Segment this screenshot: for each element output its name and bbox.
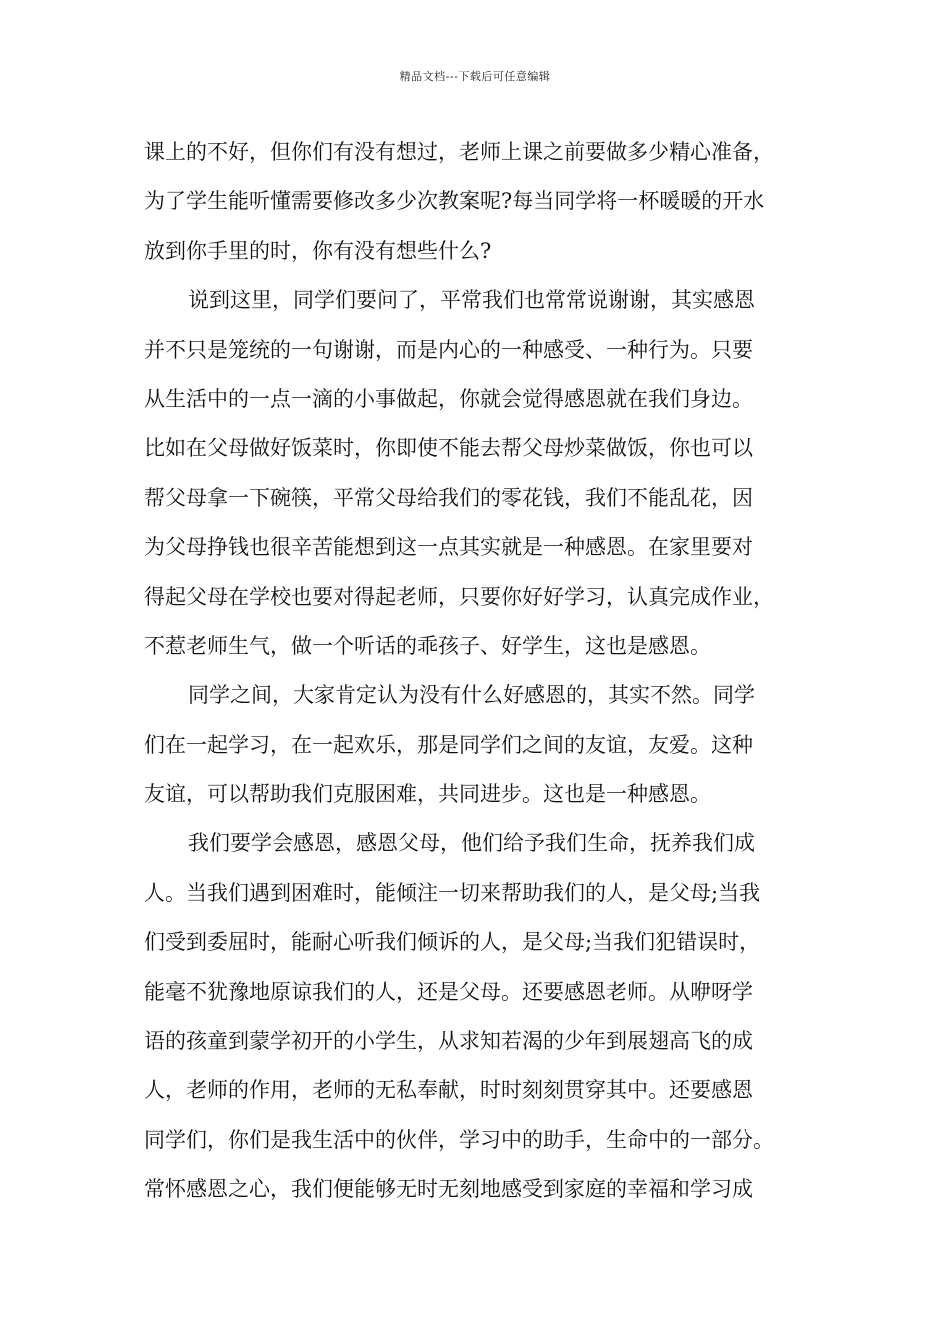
text-line: 常怀感恩之心，我们便能够无时无刻地感受到家庭的幸福和学习成: [144, 1177, 753, 1202]
text-line: 们在一起学习，在一起欢乐，那是同学们之间的友谊，友爱。这种: [144, 732, 753, 757]
text-line: 为父母挣钱也很辛苦能想到这一点其实就是一种感恩。在家里要对: [144, 535, 753, 560]
text-line: 得起父母在学校也要对得起老师，只要你好好学习，认真完成作业，: [144, 584, 774, 609]
page-header: 精品文档---下载后可任意编辑: [399, 70, 551, 83]
text-line: 并不只是笼统的一句谢谢，而是内心的一种感受、一种行为。只要: [144, 337, 753, 362]
text-line: 从生活中的一点一滴的小事做起，你就会觉得感恩就在我们身边。: [144, 386, 753, 411]
text-line: 放到你手里的时，你有没有想些什么?: [144, 238, 492, 263]
text-line: 友谊，可以帮助我们克服困难，共同进步。这也是一种感恩。: [144, 782, 711, 807]
text-line: 语的孩童到蒙学初开的小学生，从求知若渴的少年到展翅高飞的成: [144, 1029, 753, 1054]
document-body: [144, 128, 824, 1215]
text-line: 同学们，你们是我生活中的伙伴，学习中的助手，生命中的一部分。: [144, 1127, 774, 1152]
text-line: 同学之间，大家肯定认为没有什么好感恩的，其实不然。同学: [188, 683, 755, 708]
text-line: 能毫不犹豫地原谅我们的人，还是父母。还要感恩老师。从咿呀学: [144, 979, 753, 1004]
text-line: 比如在父母做好饭菜时，你即使不能去帮父母炒菜做饭，你也可以: [144, 436, 753, 461]
text-line: 不惹老师生气，做一个听话的乖孩子、好学生，这也是感恩。: [144, 633, 711, 658]
text-line: 我们要学会感恩，感恩父母，他们给予我们生命，抚养我们成: [188, 831, 755, 856]
text-line: 课上的不好，但你们有没有想过，老师上课之前要做多少精心准备，: [144, 140, 774, 164]
text-line: 们受到委屈时，能耐心听我们倾诉的人，是父母;当我们犯错误时，: [144, 930, 761, 955]
text-line: 为了学生能听懂需要修改多少次教案呢?每当同学将一杯暖暖的开水: [144, 189, 765, 214]
text-line: 人。当我们遇到困难时，能倾注一切来帮助我们的人，是父母;当我: [144, 880, 761, 905]
text-line: 帮父母拿一下碗筷，平常父母给我们的零花钱，我们不能乱花，因: [144, 485, 753, 510]
text-line: 说到这里，同学们要问了，平常我们也常常说谢谢，其实感恩: [188, 288, 755, 313]
text-line: 人，老师的作用，老师的无私奉献，时时刻刻贯穿其中。还要感恩: [144, 1078, 753, 1103]
